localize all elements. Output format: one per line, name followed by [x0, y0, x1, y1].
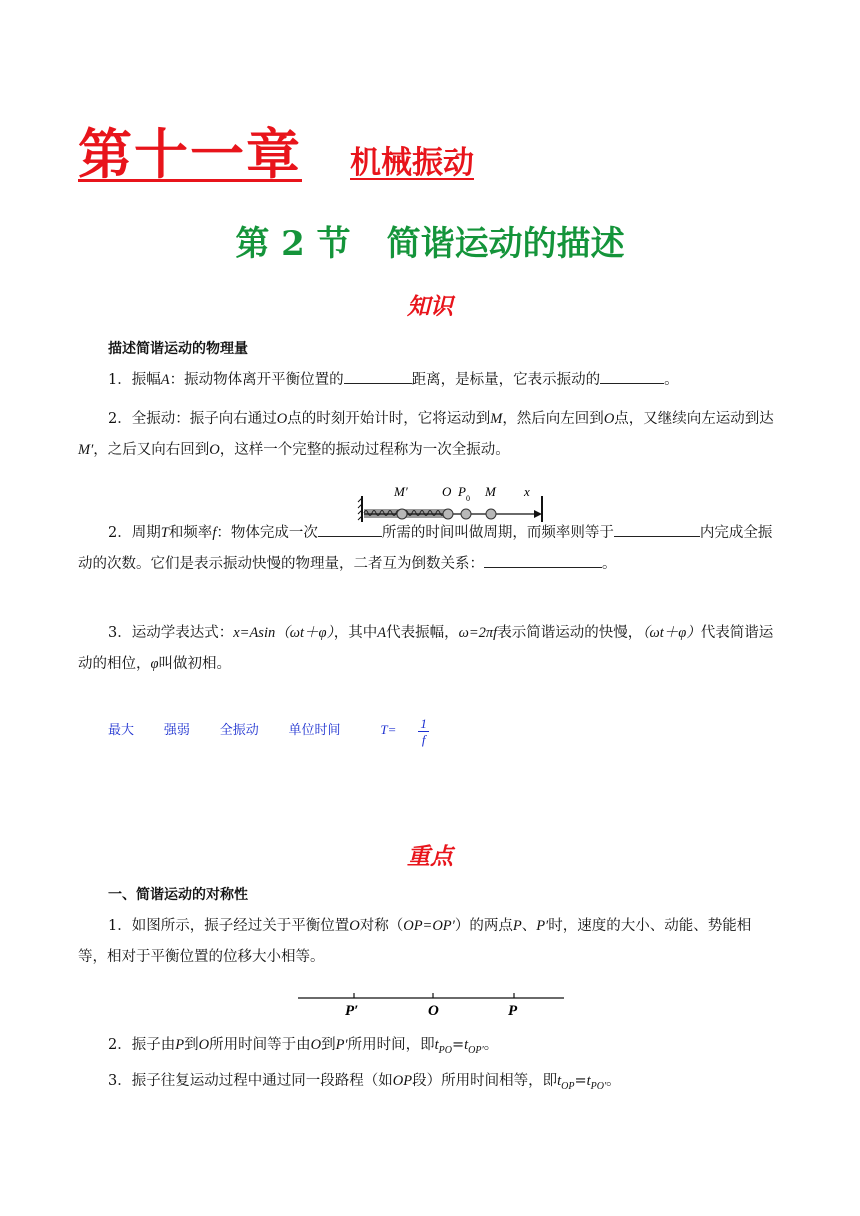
label-o: O	[428, 1003, 439, 1019]
chapter-title	[78, 112, 474, 189]
section-title	[0, 216, 860, 265]
blank	[318, 522, 382, 537]
answer-2: 强弱	[163, 723, 190, 739]
chapter-name: 机械振动	[350, 145, 474, 181]
label-x: x	[524, 484, 530, 499]
answer-key	[108, 716, 495, 747]
label-m-prime: M′	[394, 484, 408, 499]
answer-3: 全振动	[219, 723, 259, 739]
blank	[614, 522, 700, 537]
blank	[484, 553, 602, 568]
label-m: M	[485, 484, 496, 499]
answer-4: 单位时间	[288, 723, 341, 739]
knowledge-paragraph-2: 2．全振动：振子向右通过O点的时刻开始计时，它将运动到M，然后向左回到O点，又继续向左运动到达M′，之后又向右回到O，这样一个完整的振动过程称为一次全振动。	[78, 411, 774, 458]
knowledge-paragraph-4: 3．运动学表达式：x=Asin（ωt＋φ），其中A代表振幅，ω=2πf表示简谐运动的快慢，（ωt＋φ）代表简谐运动的相位，φ叫做初相。	[78, 625, 774, 672]
knowledge-paragraph-1: 1．振幅A：振动物体离开平衡位置的 距离，是标量，它表示振动的 。	[78, 365, 778, 396]
key-points-paragraph-2: 2．振子由P到O所用时间等于由O到P′所用时间，即$t_{PO}=t_{OP'}$。	[108, 1037, 499, 1056]
knowledge-paragraph-3: 2．周期T和频率f：物体完成一次 所需的时间叫做周期，而频率则等于 内完成全振动的次数。它们是表示振动快慢的物理量，二者互为倒数关系： 。	[78, 518, 778, 580]
section-name: 简谐运动的描述	[386, 224, 625, 264]
blank	[344, 369, 412, 384]
knowledge-heading: 知识	[407, 293, 453, 320]
symmetry-line-figure	[296, 990, 566, 1020]
label-p-prime: P′	[345, 1003, 359, 1019]
chapter-number: 第十一章	[78, 122, 302, 186]
answer-formula: T= $\frac{1}{f}$	[380, 716, 427, 747]
key-points-subheading: 一、简谐运动的对称性	[108, 887, 248, 903]
key-points-paragraph-3: 3．振子往复运动过程中通过同一段路程（如OP段）所用时间相等，即$t_{OP}=t_{PO'}$。	[108, 1073, 621, 1092]
label-o: O	[442, 484, 452, 499]
label-p: P	[508, 1003, 518, 1019]
section-label: 第 2 节	[235, 224, 351, 264]
knowledge-subheading: 描述简谐运动的物理量	[108, 341, 248, 357]
key-points-paragraph-1: 1．如图所示，振子经过关于平衡位置O对称（OP=OP′）的两点P、P′时，速度的大小、动能、势能相等，相对于平衡位置的位移大小相等。	[78, 918, 752, 965]
blank	[600, 369, 664, 384]
key-points-heading: 重点	[407, 843, 453, 870]
label-p0-subscript: 0	[466, 494, 470, 503]
answer-1: 最大	[108, 723, 135, 739]
label-p0: P	[458, 484, 466, 499]
